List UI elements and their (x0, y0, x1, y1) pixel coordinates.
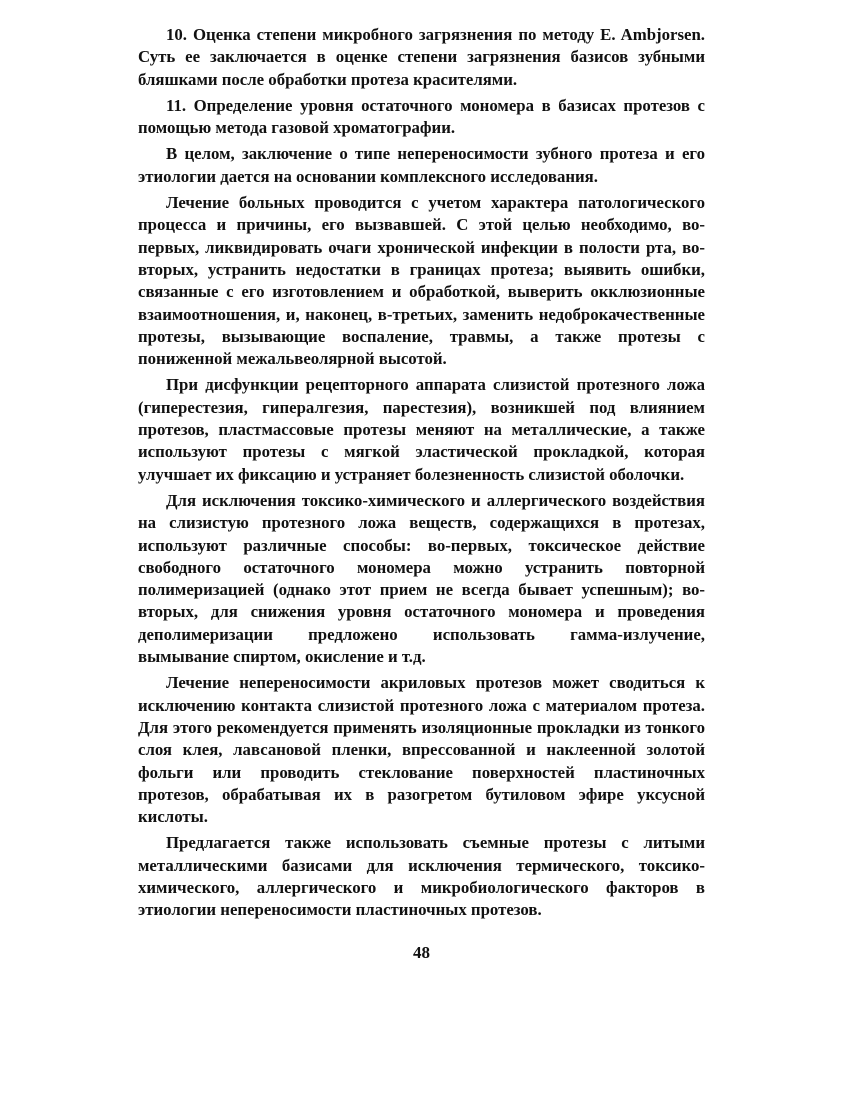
paragraph-method-10: 10. Оценка степени микробного загрязнения по методу E. Ambjorsen. Суть ее заключается в оценке степени загрязнения базисов зубными бляшками после обработки протеза красителями. (138, 25, 705, 89)
paragraph-acrylic-intolerance: Лечение непереносимости акриловых протезов может сводиться к исключению контакта слизистой протезного ложа с материалом протеза. Для этого рекомендуется применять изоляционные прокладки из тонкого слоя клея, лавсановой пленки, впрессованной и наклеенной золотой фольги или проводить стеклование поверхностей пластиночных протезов, обрабатывая их в разогретом бутиловом эфире уксусной кислоты. (138, 673, 705, 827)
page-body (138, 24, 705, 926)
paragraph-receptor-dysfunction: При дисфункции рецепторного аппарата слизистой протезного ложа (гиперестезия, гипералгезия, парестезия), возникшей под влиянием протезов, пластмассовые протезы меняют на металлические, а также используют протезы с мягкой эластической прокладкой, которая улучшает их фиксацию и устраняет болезненность слизистой оболочки. (138, 375, 705, 484)
page-number: 48 (413, 943, 430, 962)
paragraph-cast-metal-bases: Предлагается также использовать съемные протезы с литыми металлическими базисами для исключения термического, токсико-химического, аллергического и микробиологического факторов в этиологии непереносимости пластиночных протезов. (138, 833, 705, 920)
paragraph-treatment: Лечение больных проводится с учетом характера патологического процесса и причины, его вызвавшей. С этой целью необходимо, во-первых, ликвидировать очаги хронической инфекции в полости рта, во-вторых, устранить недостатки в границах протеза; выявить ошибки, связанные с его изготовлением и обработкой, выверить окклюзионные взаимоотношения, и, наконец, в-третьих, заменить недоброкачественные протезы, вызывающие воспаление, травмы, а также протезы с пониженной межальвеолярной высотой. (138, 193, 705, 369)
paragraph-conclusion: В целом, заключение о типе непереносимости зубного протеза и его этиологии дается на основании комплексного исследования. (138, 144, 705, 186)
paragraph-toxic-allergic: Для исключения токсико-химического и аллергического воздействия на слизистую протезного ложа веществ, содержащихся в протезах, используют различные способы: во-первых, токсическое действие свободного остаточного мономера можно устранить повторной полимеризацией (однако этот прием не всегда бывает успешным); во-вторых, для снижения уровня остаточного мономера и проведения деполимеризации предложено использовать гамма-излучение, вымывание спиртом, окисление и т.д. (138, 490, 705, 667)
paragraph-method-11: 11. Определение уровня остаточного мономера в базисах протезов с помощью метода газовой хроматографии. (138, 95, 705, 138)
